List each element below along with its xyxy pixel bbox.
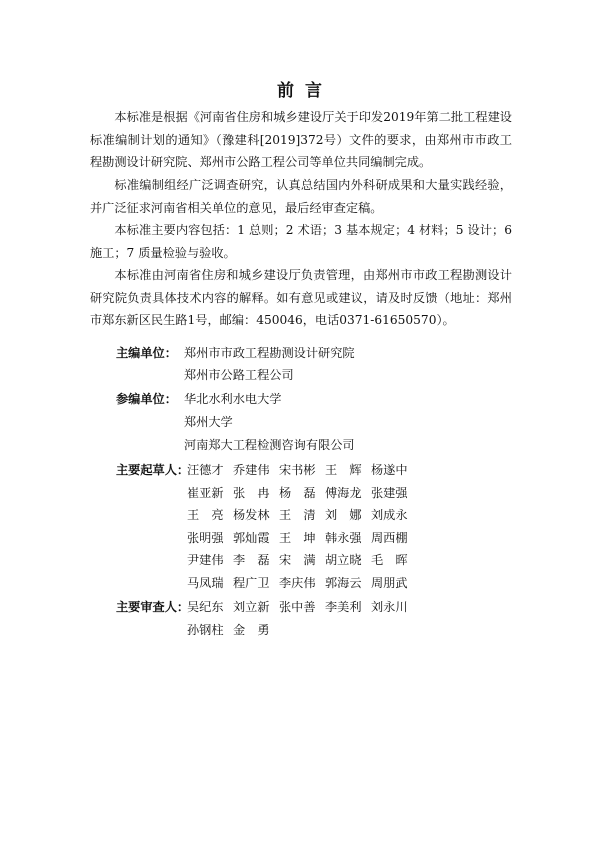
reviewer-name: 张中善 xyxy=(279,600,316,614)
reviewers-row xyxy=(187,596,417,619)
drafter-name: 傅海龙 xyxy=(325,485,362,500)
drafters-row xyxy=(187,504,417,527)
drafter-name: 刘成永 xyxy=(371,508,408,522)
drafters-row xyxy=(187,572,417,595)
drafter-name: 崔亚新 xyxy=(187,485,224,500)
page-title xyxy=(0,76,600,101)
drafter-name: 郭海云 xyxy=(325,575,362,590)
drafter-name: 韩永强 xyxy=(325,530,362,545)
paragraph-2: 标准编制组经广泛调查研究，认真总结国内外科研成果和大量实践经验，并广泛征求河南省相关单位的意见，最后经审查定稿。 xyxy=(90,178,512,215)
drafter-name: 乔建伟 xyxy=(233,463,270,477)
drafter-name: 张 冉 xyxy=(233,485,270,500)
drafter-name: 胡立晓 xyxy=(325,553,362,567)
reviewer-name: 吴纪东 xyxy=(187,600,224,614)
participating-unit-2: 郑州大学 xyxy=(184,415,233,429)
participating-unit-1: 华北水利水电大学 xyxy=(184,392,282,406)
drafter-name: 杨 磊 xyxy=(279,485,316,500)
drafter-name: 王 辉 xyxy=(325,463,362,477)
drafter-name: 宋书彬 xyxy=(279,463,316,477)
chief-unit-1: 郑州市市政工程勘测设计研究院 xyxy=(184,346,355,360)
chief-units-label: 主编单位： xyxy=(116,346,177,360)
drafters-row xyxy=(187,527,417,550)
reviewer-name: 李美利 xyxy=(325,600,362,614)
paragraph-4: 本标准由河南省住房和城乡建设厅负责管理，由郑州市市政工程勘测设计研究院负责具体技术内容的解释。如有意见或建议，请及时反馈（地址：郑州市郑东新区民生路1号，邮编：450046，电话0371-61650570）。 xyxy=(90,268,512,327)
drafter-name: 周朋武 xyxy=(371,575,408,590)
drafter-name: 王 清 xyxy=(279,508,316,522)
reviewers-row xyxy=(187,619,417,642)
drafter-name: 尹建伟 xyxy=(187,553,224,567)
drafter-name: 程广卫 xyxy=(233,575,270,590)
reviewers-list xyxy=(187,596,417,641)
reviewer-name: 刘立新 xyxy=(233,600,270,614)
drafter-name: 郭灿霞 xyxy=(233,530,270,545)
drafter-name: 周西棚 xyxy=(371,530,408,545)
reviewers-label: 主要审查人： xyxy=(116,600,190,614)
drafter-name: 刘 娜 xyxy=(325,508,362,522)
drafter-name: 张明强 xyxy=(187,530,224,545)
drafter-name: 李 磊 xyxy=(233,553,270,567)
reviewer-name: 金 勇 xyxy=(233,622,270,637)
participating-units-label: 参编单位： xyxy=(116,392,177,406)
drafters-label: 主要起草人： xyxy=(116,463,190,477)
drafters-row xyxy=(187,549,417,572)
drafter-name: 张建强 xyxy=(371,485,408,500)
drafter-name: 杨发林 xyxy=(233,508,270,522)
drafter-name: 杨遂中 xyxy=(371,463,408,477)
drafter-name: 宋 满 xyxy=(279,553,316,567)
reviewer-name: 刘永川 xyxy=(371,600,408,614)
reviewer-name: 孙钢柱 xyxy=(187,622,224,637)
chief-unit-2: 郑州市公路工程公司 xyxy=(184,368,294,382)
title-char-1: 前 xyxy=(277,81,295,101)
drafters-row xyxy=(187,482,417,505)
drafter-name: 王 亮 xyxy=(187,508,224,522)
paragraph-1: 本标准是根据《河南省住房和城乡建设厅关于印发2019年第二批工程建设标准编制计划的通知》（豫建科[2019]372号）文件的要求，由郑州市市政工程勘测设计研究院、郑州市公路工程公司等单位共同编制完成。 xyxy=(90,110,512,169)
drafter-name: 李庆伟 xyxy=(279,575,316,590)
drafters-row xyxy=(187,459,417,482)
drafter-name: 毛 晖 xyxy=(371,553,408,567)
drafter-name: 汪德才 xyxy=(187,463,224,477)
drafter-name: 马凤瑞 xyxy=(187,575,224,590)
paragraph-3: 本标准主要内容包括：1 总则；2 术语；3 基本规定；4 材料；5 设计；6 施工；7 质量检验与验收。 xyxy=(90,223,512,260)
drafter-name: 王 坤 xyxy=(279,530,316,545)
participating-unit-3: 河南郑大工程检测咨询有限公司 xyxy=(184,438,355,452)
drafters-list xyxy=(187,459,417,594)
title-char-2: 言 xyxy=(305,81,323,101)
